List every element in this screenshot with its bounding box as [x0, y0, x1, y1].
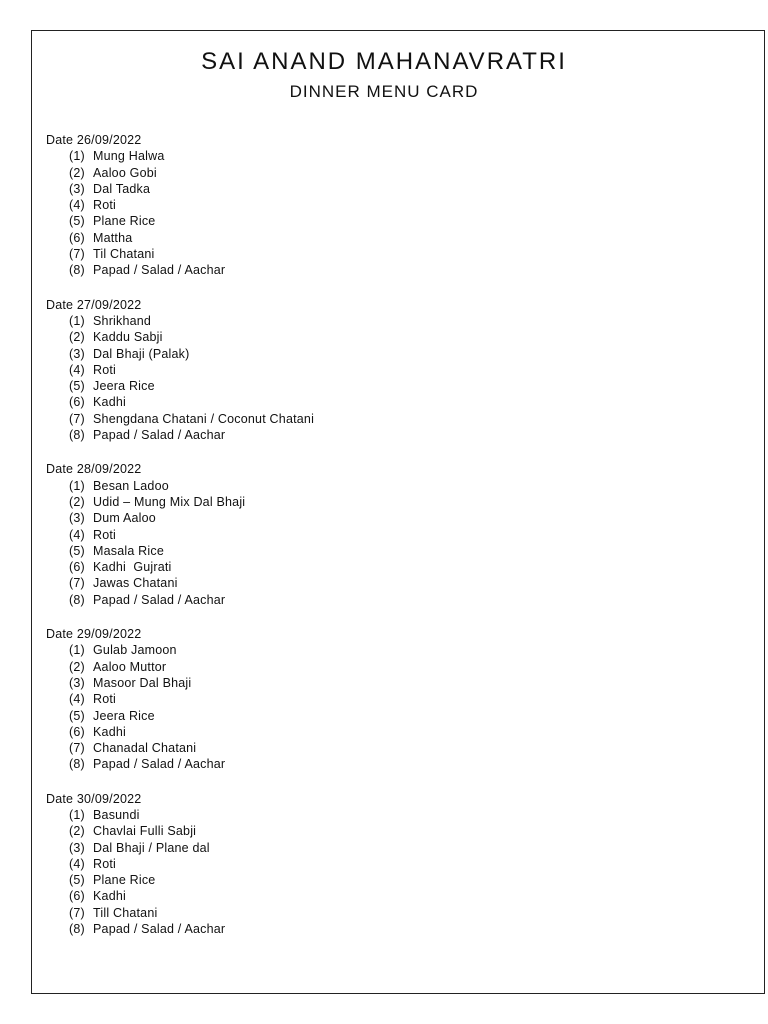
menu-item-number: (1) [69, 478, 85, 493]
menu-item-number: (4) [69, 198, 85, 213]
menu-item [69, 872, 726, 888]
menu-item [69, 230, 726, 246]
menu-item-number: (5) [69, 543, 85, 558]
menu-item [69, 592, 726, 608]
menu-item [69, 411, 726, 427]
menu-item-number: (2) [69, 165, 85, 180]
menu-item [69, 575, 726, 591]
menu-item [69, 675, 726, 691]
menu-item [69, 394, 726, 410]
menu-item-number: (5) [69, 873, 85, 888]
menu-item-number: (8) [69, 592, 85, 607]
menu-item [69, 905, 726, 921]
menu-item-name: Chanadal Chatani [93, 741, 197, 756]
menu-item-number: (3) [69, 346, 85, 361]
menu-item-number: (7) [69, 741, 85, 756]
menu-item-name: Gulab Jamoon [93, 643, 177, 658]
menu-item-name: Dal Bhaji (Palak) [93, 346, 190, 361]
menu-item-name: Roti [93, 527, 117, 542]
menu-item-name: Masala Rice [93, 543, 164, 558]
menu-item-number: (1) [69, 643, 85, 658]
menu-item-name: Till Chatani [93, 905, 158, 920]
menu-item-number: (6) [69, 230, 85, 245]
menu-item-name: Besan Ladoo [93, 478, 169, 493]
menu-day [46, 626, 726, 773]
menu-item-number: (4) [69, 527, 85, 542]
menu-item-name: Papad / Salad / Aachar [93, 757, 226, 772]
menu-item-number: (1) [69, 313, 85, 328]
menu-item-name: Papad / Salad / Aachar [93, 592, 226, 607]
menu-item-name: Masoor Dal Bhaji [93, 675, 192, 690]
menu-item [69, 708, 726, 724]
menu-day [46, 297, 726, 444]
menu-item-name: Mung Halwa [93, 149, 165, 164]
menu-item-name: Roti [93, 692, 117, 707]
menu-item-name: Aaloo Muttor [93, 659, 167, 674]
menu-list [46, 132, 726, 955]
menu-item-name: Til Chatani [93, 247, 155, 262]
day-date: Date 27/09/2022 [46, 297, 142, 312]
menu-item-number: (3) [69, 181, 85, 196]
menu-item-name: Roti [93, 198, 117, 213]
menu-item-name: Papad / Salad / Aachar [93, 922, 226, 937]
menu-item-number: (2) [69, 330, 85, 345]
menu-item-number: (1) [69, 807, 85, 822]
menu-item-name: Mattha [93, 230, 133, 245]
menu-item-number: (4) [69, 692, 85, 707]
menu-item [69, 329, 726, 345]
menu-item-name: Dal Tadka [93, 181, 151, 196]
page-title: SAI ANAND MAHANAVRATRI [201, 48, 567, 75]
menu-item-name: Papad / Salad / Aachar [93, 428, 226, 443]
menu-item-number: (6) [69, 560, 85, 575]
menu-item-number: (3) [69, 511, 85, 526]
menu-item-number: (7) [69, 905, 85, 920]
menu-item-number: (6) [69, 889, 85, 904]
menu-item-number: (6) [69, 395, 85, 410]
menu-item-number: (2) [69, 494, 85, 509]
menu-item [69, 313, 726, 329]
menu-item-name: Kadhi [93, 889, 126, 904]
menu-item [69, 642, 726, 658]
menu-item [69, 262, 726, 278]
menu-item-name: Aaloo Gobi [93, 165, 157, 180]
menu-item [69, 527, 726, 543]
menu-item-name: Jawas Chatani [93, 576, 178, 591]
menu-item-number: (5) [69, 379, 85, 394]
menu-item-name: Jeera Rice [93, 379, 155, 394]
menu-item-number: (8) [69, 428, 85, 443]
menu-item [69, 378, 726, 394]
menu-item-number: (2) [69, 824, 85, 839]
menu-item [69, 659, 726, 675]
menu-item-name: Chavlai Fulli Sabji [93, 824, 197, 839]
day-items [46, 148, 726, 278]
menu-item-number: (2) [69, 659, 85, 674]
day-date: Date 26/09/2022 [46, 133, 142, 147]
menu-item-name: Basundi [93, 807, 140, 822]
menu-item-number: (5) [69, 708, 85, 723]
menu-item [69, 807, 726, 823]
day-items [46, 478, 726, 608]
menu-item-number: (4) [69, 362, 85, 377]
menu-item-name: Dal Bhaji / Plane dal [93, 840, 210, 855]
menu-item [69, 691, 726, 707]
menu-item-name: Plane Rice [93, 214, 156, 229]
menu-item [69, 427, 726, 443]
menu-item [69, 856, 726, 872]
menu-item-name: Papad / Salad / Aachar [93, 263, 226, 278]
menu-item-name: Kaddu Sabji [93, 330, 163, 345]
menu-item [69, 165, 726, 181]
day-date: Date 29/09/2022 [46, 627, 142, 642]
menu-item [69, 213, 726, 229]
menu-item-name: Roti [93, 856, 117, 871]
menu-item [69, 197, 726, 213]
menu-item-number: (6) [69, 724, 85, 739]
day-date: Date 28/09/2022 [46, 462, 142, 477]
menu-day [46, 791, 726, 938]
menu-item-name: Dum Aaloo [93, 511, 156, 526]
day-items [46, 642, 726, 772]
menu-item [69, 478, 726, 494]
menu-item-name: Plane Rice [93, 873, 156, 888]
menu-item [69, 494, 726, 510]
menu-item-number: (7) [69, 576, 85, 591]
day-date: Date 30/09/2022 [46, 791, 142, 806]
menu-item [69, 346, 726, 362]
menu-item-name: Kadhi [93, 724, 126, 739]
menu-item-name: Kadhi Gujrati [93, 560, 172, 575]
menu-item [69, 148, 726, 164]
menu-item-name: Udid – Mung Mix Dal Bhaji [93, 494, 246, 509]
menu-item-name: Shengdana Chatani / Coconut Chatani [93, 411, 315, 426]
menu-item [69, 559, 726, 575]
menu-item [69, 740, 726, 756]
menu-item-number: (8) [69, 757, 85, 772]
menu-item-name: Roti [93, 362, 117, 377]
menu-item [69, 362, 726, 378]
menu-item-number: (7) [69, 411, 85, 426]
menu-item-number: (4) [69, 856, 85, 871]
menu-item-number: (1) [69, 149, 85, 164]
menu-item [69, 888, 726, 904]
menu-item [69, 543, 726, 559]
menu-item-name: Kadhi [93, 395, 126, 410]
page-subtitle: DINNER MENU CARD [289, 82, 479, 101]
menu-item [69, 823, 726, 839]
menu-item [69, 840, 726, 856]
menu-item-number: (3) [69, 840, 85, 855]
menu-item [69, 246, 726, 262]
menu-item-number: (8) [69, 922, 85, 937]
menu-item [69, 510, 726, 526]
menu-item-number: (5) [69, 214, 85, 229]
menu-day [46, 461, 726, 608]
menu-item [69, 181, 726, 197]
menu-day [46, 132, 726, 279]
menu-item-name: Jeera Rice [93, 708, 155, 723]
day-items [46, 807, 726, 937]
menu-item-number: (8) [69, 263, 85, 278]
menu-item [69, 724, 726, 740]
menu-item [69, 756, 726, 772]
day-items [46, 313, 726, 443]
menu-item [69, 921, 726, 937]
menu-item-number: (7) [69, 247, 85, 262]
menu-item-number: (3) [69, 675, 85, 690]
menu-item-name: Shrikhand [93, 313, 152, 328]
